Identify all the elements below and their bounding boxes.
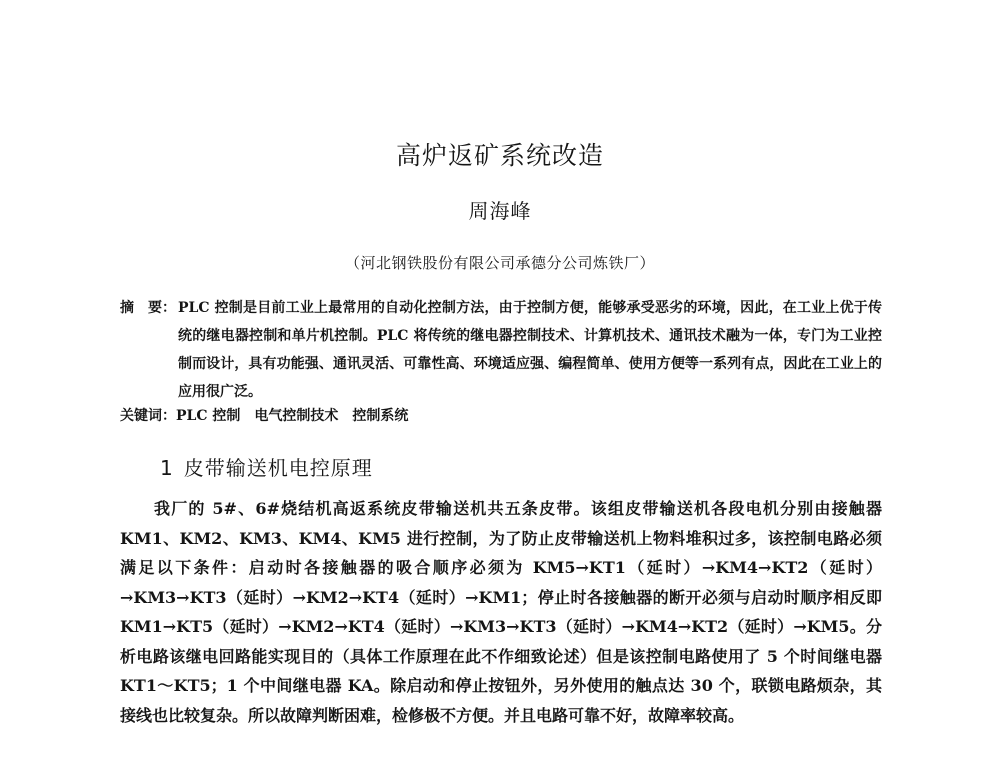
paper-title: 高炉返矿系统改造 xyxy=(395,141,604,170)
abstract-label: 摘 要： xyxy=(120,300,176,316)
author-name: 周海峰 xyxy=(468,199,532,223)
section-title: 皮带输送机电控原理 xyxy=(183,456,373,480)
body-paragraph: 我厂的 5#、6#烧结机高返系统皮带输送机共五条皮带。该组皮带输送机各段电机分别由接触器 KM1、KM2、KM3、KM4、KM5 进行控制，为了防止皮带输送机上物料堆积过多，该控制电路必须满足以下条件：启动时各接触器的吸合顺序必须为 KM5→KT1（延时）→KM4→KT2（延时）→KM3→KT3（延时）→KM2→KT4（延时）→KM1；停止时各接触器的断开必须与启动时顺序相反即 KM1→KT5（延时）→KM2→KT4（延时）→KM3→KT3（延时）→KM4→KT2（延时）→KM5。分析电路该继电回路能实现目的（具体工作原理在此不作细致论述）但是该控制电路使用了 5 个时间继电器 KT1～KT5；1 个中间继电器 KA。除启动和停止按钮外，另外使用的触点达 30 个，联锁电路烦杂，其接线也比较复杂。所以故障判断困难，检修极不方便。并且电路可靠不好，故障率较高。 xyxy=(120,499,882,725)
abstract xyxy=(120,294,882,406)
section-heading xyxy=(160,452,373,481)
abstract-text: PLC 控制是目前工业上最常用的自动化控制方法，由于控制方便，能够承受恶劣的环境，因此，在工业上优于传统的继电器控制和单片机控制。PLC 将传统的继电器控制技术、计算机技术、通讯技术融为一体，专门为工业控制而设计，具有功能强、通讯灵活、可靠性高、环境适应强、编程简单、使用方便等一系列有点，因此在工业上的应用很广泛。 xyxy=(178,300,882,400)
section-number: 1 xyxy=(160,456,174,480)
keywords xyxy=(120,404,422,428)
keyword-item: PLC 控制 xyxy=(176,408,241,424)
keyword-item: 电气控制技术 xyxy=(254,408,339,424)
keyword-item: 控制系统 xyxy=(352,408,409,424)
author-affiliation: （河北钢铁股份有限公司承德分公司炼铁厂） xyxy=(344,254,655,272)
keywords-label: 关键词： xyxy=(120,408,176,424)
